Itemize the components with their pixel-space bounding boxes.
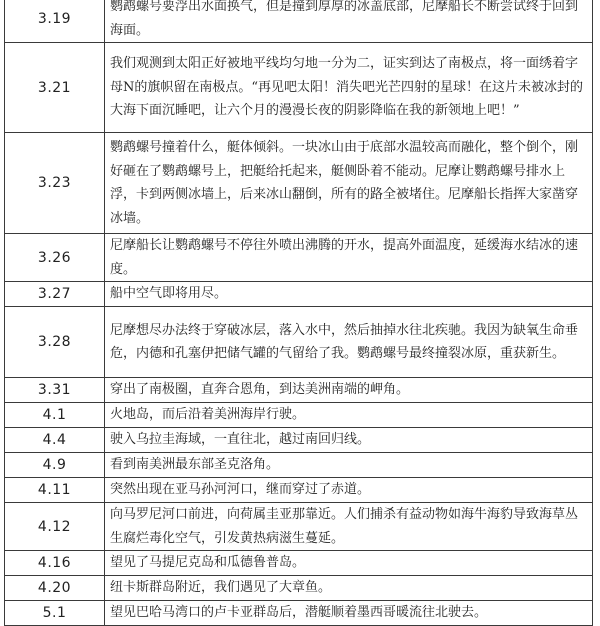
event-cell: 鹦鹉螺号要浮出水面换气，但是撞到厚厚的冰盖底部，尼摩船长不断尝试终于回到海面。 (105, 0, 593, 43)
event-cell: 船中空气即将用尽。 (105, 282, 593, 307)
date-cell: 5.1 (5, 601, 105, 626)
date-cell: 4.20 (5, 576, 105, 601)
date-cell: 3.28 (5, 307, 105, 378)
event-cell: 尼摩船长让鹦鹉螺号不停往外喷出沸腾的开水，提高外面温度，延缓海水结冰的速度。 (105, 234, 593, 282)
event-cell: 尼摩想尽办法终于穿破冰层，落入水中，然后抽掉水往北疾驰。我因为缺氧生命垂危，内德和孔塞伊把储气罐的气留给了我。鹦鹉螺号最终撞裂冰原，重获新生。 (105, 307, 593, 378)
table-row (5, 403, 593, 428)
event-cell: 我们观测到太阳正好被地平线均匀地一分为二，证实到达了南极点，将一面绣着字母N的旗帜留在南极点。“再见吧太阳！消失吧光芒四射的星球！在这片未被冰封的大海下面沉睡吧，让六个月的漫漫长夜的阴影降临在我的新领地上吧！” (105, 43, 593, 133)
voyage-log-table (4, 0, 593, 626)
table-row (5, 43, 593, 133)
date-cell: 4.12 (5, 503, 105, 551)
date-cell: 4.4 (5, 428, 105, 453)
event-cell: 纽卡斯群岛附近，我们遇见了大章鱼。 (105, 576, 593, 601)
event-cell: 鹦鹉螺号撞着什么，艇体倾斜。一块冰山由于底部水温较高而融化，整个倒个，刚好砸在了鹦鹉螺号上，把艇给托起来，艇侧卧着不能动。尼摩让鹦鹉螺号排水上浮，卡到两侧冰墙上，后来冰山翻倒，所有的路全被堵住。尼摩船长指挥大家凿穿冰墙。 (105, 133, 593, 234)
table-row (5, 133, 593, 234)
table-row (5, 0, 593, 43)
date-cell: 3.26 (5, 234, 105, 282)
date-cell: 3.31 (5, 378, 105, 403)
table-row (5, 478, 593, 503)
date-cell: 3.27 (5, 282, 105, 307)
event-cell: 火地岛，而后沿着美洲海岸行驶。 (105, 403, 593, 428)
event-cell: 看到南美洲最东部圣克洛角。 (105, 453, 593, 478)
event-cell: 望见巴哈马湾口的卢卡亚群岛后，潜艇顺着墨西哥暖流往北驶去。 (105, 601, 593, 626)
date-cell: 4.1 (5, 403, 105, 428)
event-cell: 向马罗尼河口前进，向荷属圭亚那靠近。人们捕杀有益动物如海牛海豹导致海草丛生腐烂毒化空气，引发黄热病滋生蔓延。 (105, 503, 593, 551)
date-cell: 4.16 (5, 551, 105, 576)
table-row (5, 282, 593, 307)
voyage-log-body (5, 0, 593, 626)
date-cell: 4.11 (5, 478, 105, 503)
table-row (5, 503, 593, 551)
event-cell: 驶入乌拉圭海域，一直往北，越过南回归线。 (105, 428, 593, 453)
table-row (5, 378, 593, 403)
date-cell: 3.23 (5, 133, 105, 234)
table-row (5, 234, 593, 282)
event-cell: 望见了马提尼克岛和瓜德鲁普岛。 (105, 551, 593, 576)
table-row (5, 551, 593, 576)
table-row (5, 453, 593, 478)
event-cell: 穿出了南极圈，直奔合恩角，到达美洲南端的岬角。 (105, 378, 593, 403)
table-row (5, 576, 593, 601)
date-cell: 3.21 (5, 43, 105, 133)
table-row (5, 601, 593, 626)
event-cell: 突然出现在亚马孙河河口，继而穿过了赤道。 (105, 478, 593, 503)
date-cell: 3.19 (5, 0, 105, 43)
date-cell: 4.9 (5, 453, 105, 478)
table-row (5, 428, 593, 453)
table-row (5, 307, 593, 378)
